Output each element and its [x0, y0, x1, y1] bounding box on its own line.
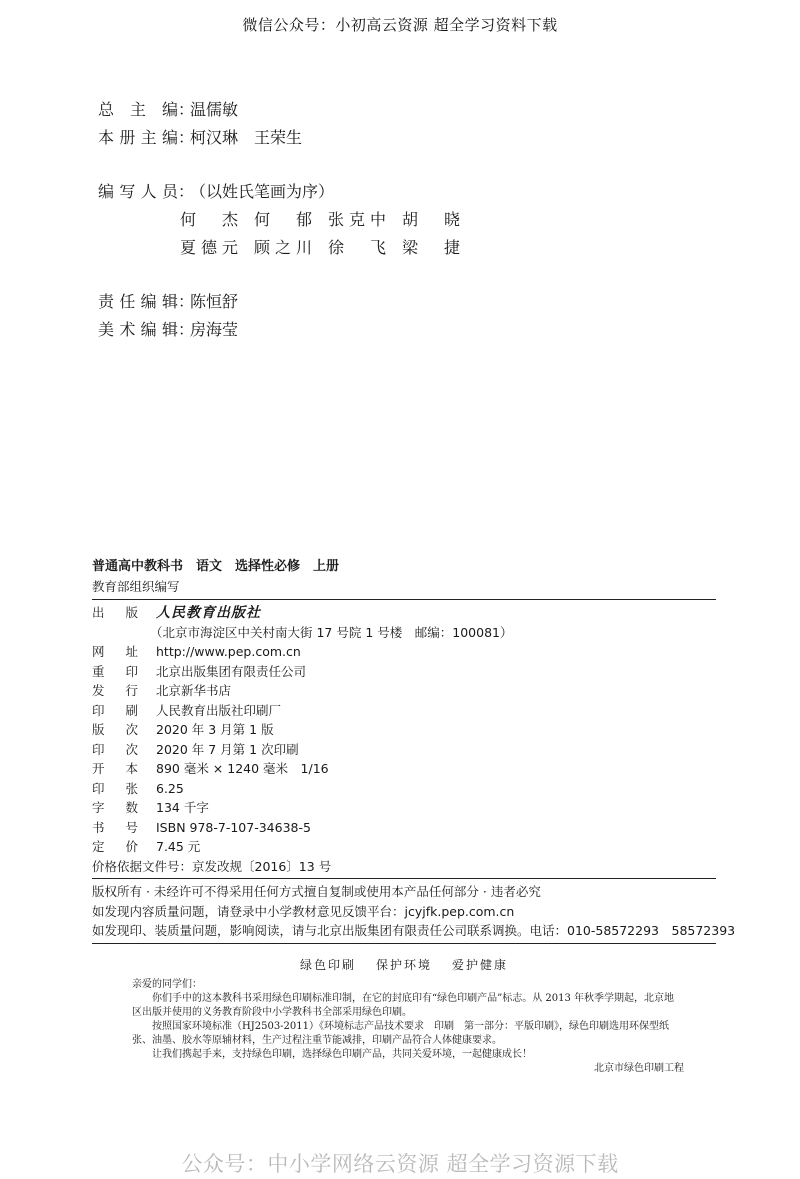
info-label: 开本 [92, 761, 138, 776]
info-value: 北京出版集团有限责任公司 [156, 663, 307, 679]
info-value: 6.25 [156, 780, 184, 796]
info-value: 2020 年 7 月第 1 次印刷 [156, 741, 299, 757]
notice-paragraph: 按照国家环境标准（HJ2503-2011）《环境标志产品技术要求 印刷 第一部分：平版印刷》，绿色印刷选用环保型纸张、油墨、胶水等原辅材料，生产过程注重节能减排，印刷产品符合人体健康要求。 [132, 1020, 670, 1046]
info-label: 重印 [92, 663, 138, 679]
info-value: 890 毫米 × 1240 毫米 1/16 [156, 761, 329, 776]
writer-name: 夏德元 [180, 238, 238, 257]
writers-row: 编写人员：（以姓氏笔画为序） [98, 178, 476, 206]
info-row-impression [92, 740, 716, 760]
chief-editor-name: 温儒敏 [190, 100, 239, 119]
writers-label: 编写人员 [98, 182, 178, 201]
publication-info [92, 557, 736, 1076]
info-label: 网址 [92, 644, 138, 659]
notice-title-part: 保护环境 [375, 957, 432, 972]
website-link: http://www.pep.com.cn [156, 644, 301, 659]
info-row-distribution [92, 681, 716, 701]
info-row-website [92, 642, 716, 662]
art-editor-label: 美术编辑 [98, 320, 178, 339]
volume-editors-row: 本册主编：柯汉琳 王荣生 [98, 124, 476, 152]
info-label: 书号 [92, 819, 138, 835]
responsible-editor-label: 责任编辑 [98, 292, 178, 311]
notice-title-part: 绿色印刷 [299, 957, 356, 972]
info-label: 印刷 [92, 702, 138, 718]
publisher-label: 出版 [92, 605, 138, 620]
publisher-row [92, 603, 716, 623]
print-quality-contact: 如发现印、装质量问题，影响阅读，请与北京出版集团有限责任公司联系调换。电话：010-58572293 58572393 [92, 923, 736, 938]
info-label: 定价 [92, 839, 138, 854]
info-label: 印次 [92, 741, 138, 757]
info-row-reprint [92, 662, 716, 682]
info-row-printer [92, 701, 716, 721]
divider [92, 943, 716, 944]
content-feedback: 如发现内容质量问题，请登录中小学教材意见反馈平台：jcyjfk.pep.com.cn [92, 903, 515, 919]
info-value: 134 千字 [156, 800, 209, 815]
info-value: ISBN 978-7-107-34638-5 [156, 819, 311, 835]
divider [92, 878, 716, 879]
price-basis: 价格依据文件号：京发改规〔2016〕13 号 [92, 858, 332, 874]
writer-name: 胡晓 [402, 210, 460, 229]
publisher-logo: 人民教育出版社 [156, 605, 261, 621]
editorial-credits [98, 96, 476, 344]
notice-greeting: 亲爱的同学们： [132, 978, 202, 990]
writer-name: 梁捷 [402, 238, 460, 257]
publisher-address: （北京市海淀区中关村南大街 17 号院 1 号楼 邮编：100081） [150, 624, 513, 640]
notice-paragraph: 让我们携起手来，支持绿色印刷，选择绿色印刷产品，共同关爱环境，一起健康成长！ [152, 1048, 532, 1060]
info-row-isbn [92, 818, 716, 838]
writer-name: 徐飞 [328, 238, 386, 257]
top-watermark-banner: 微信公众号：小初高云资源 超全学习资料下载 [242, 16, 558, 34]
info-row-edition [92, 720, 716, 740]
notice-title-part: 爱护健康 [452, 957, 509, 972]
chief-editor-label: 总主编 [98, 100, 178, 119]
info-value: 北京新华书店 [156, 683, 232, 698]
volume-editors-label: 本册主编 [98, 128, 178, 147]
info-label: 印张 [92, 780, 138, 796]
volume-editors-names: 柯汉琳 王荣生 [190, 128, 303, 147]
info-value: 人民教育出版社印刷厂 [156, 702, 282, 718]
writer-name: 顾之川 [254, 238, 312, 257]
responsible-editor-row: 责任编辑：陈恒舒 [98, 288, 476, 316]
green-printing-notice [92, 974, 716, 1076]
info-row-format [92, 759, 716, 779]
writer-name: 何杰 [180, 210, 238, 229]
responsible-editor-name: 陈恒舒 [190, 292, 239, 311]
info-value: 2020 年 3 月第 1 版 [156, 722, 274, 737]
notice-signature: 北京市绿色印刷工程 [594, 1062, 684, 1074]
chief-editor-row: 总主编：温儒敏 [98, 96, 476, 124]
writers-note: （以姓氏笔画为序） [190, 182, 335, 201]
art-editor-name: 房海莹 [190, 320, 239, 339]
info-value: 7.45 元 [156, 839, 201, 854]
compiling-organization: 教育部组织编写 [92, 579, 180, 594]
info-row-sheets [92, 779, 716, 799]
green-printing-title [92, 956, 716, 974]
bottom-watermark-banner: 公众号：中小学网络云资源 超全学习资源下载 [181, 1152, 619, 1176]
writers-names-row-1 [98, 206, 476, 234]
divider [92, 599, 716, 600]
info-label: 版次 [92, 722, 138, 737]
info-row-word-count [92, 798, 716, 818]
info-label: 发行 [92, 683, 138, 698]
info-row-price [92, 837, 716, 857]
writers-names-row-2 [98, 234, 476, 262]
writer-name: 何郁 [254, 210, 312, 229]
art-editor-row: 美术编辑：房海莹 [98, 316, 476, 344]
writer-name: 张克中 [328, 210, 386, 229]
book-title: 普通高中教科书 语文 选择性必修 上册 [92, 559, 340, 574]
copyright-notice: 版权所有 · 未经许可不得采用任何方式擅自复制或使用本产品任何部分 · 违者必究 [92, 884, 541, 899]
notice-paragraph: 你们手中的这本教科书采用绿色印刷标准印制，在它的封底印有“绿色印刷产品”标志。从 2013 年秋季学期起，北京地区出版并使用的义务教育阶段中小学教科书全部采用绿色印刷。 [132, 992, 675, 1018]
info-label: 字数 [92, 800, 138, 815]
